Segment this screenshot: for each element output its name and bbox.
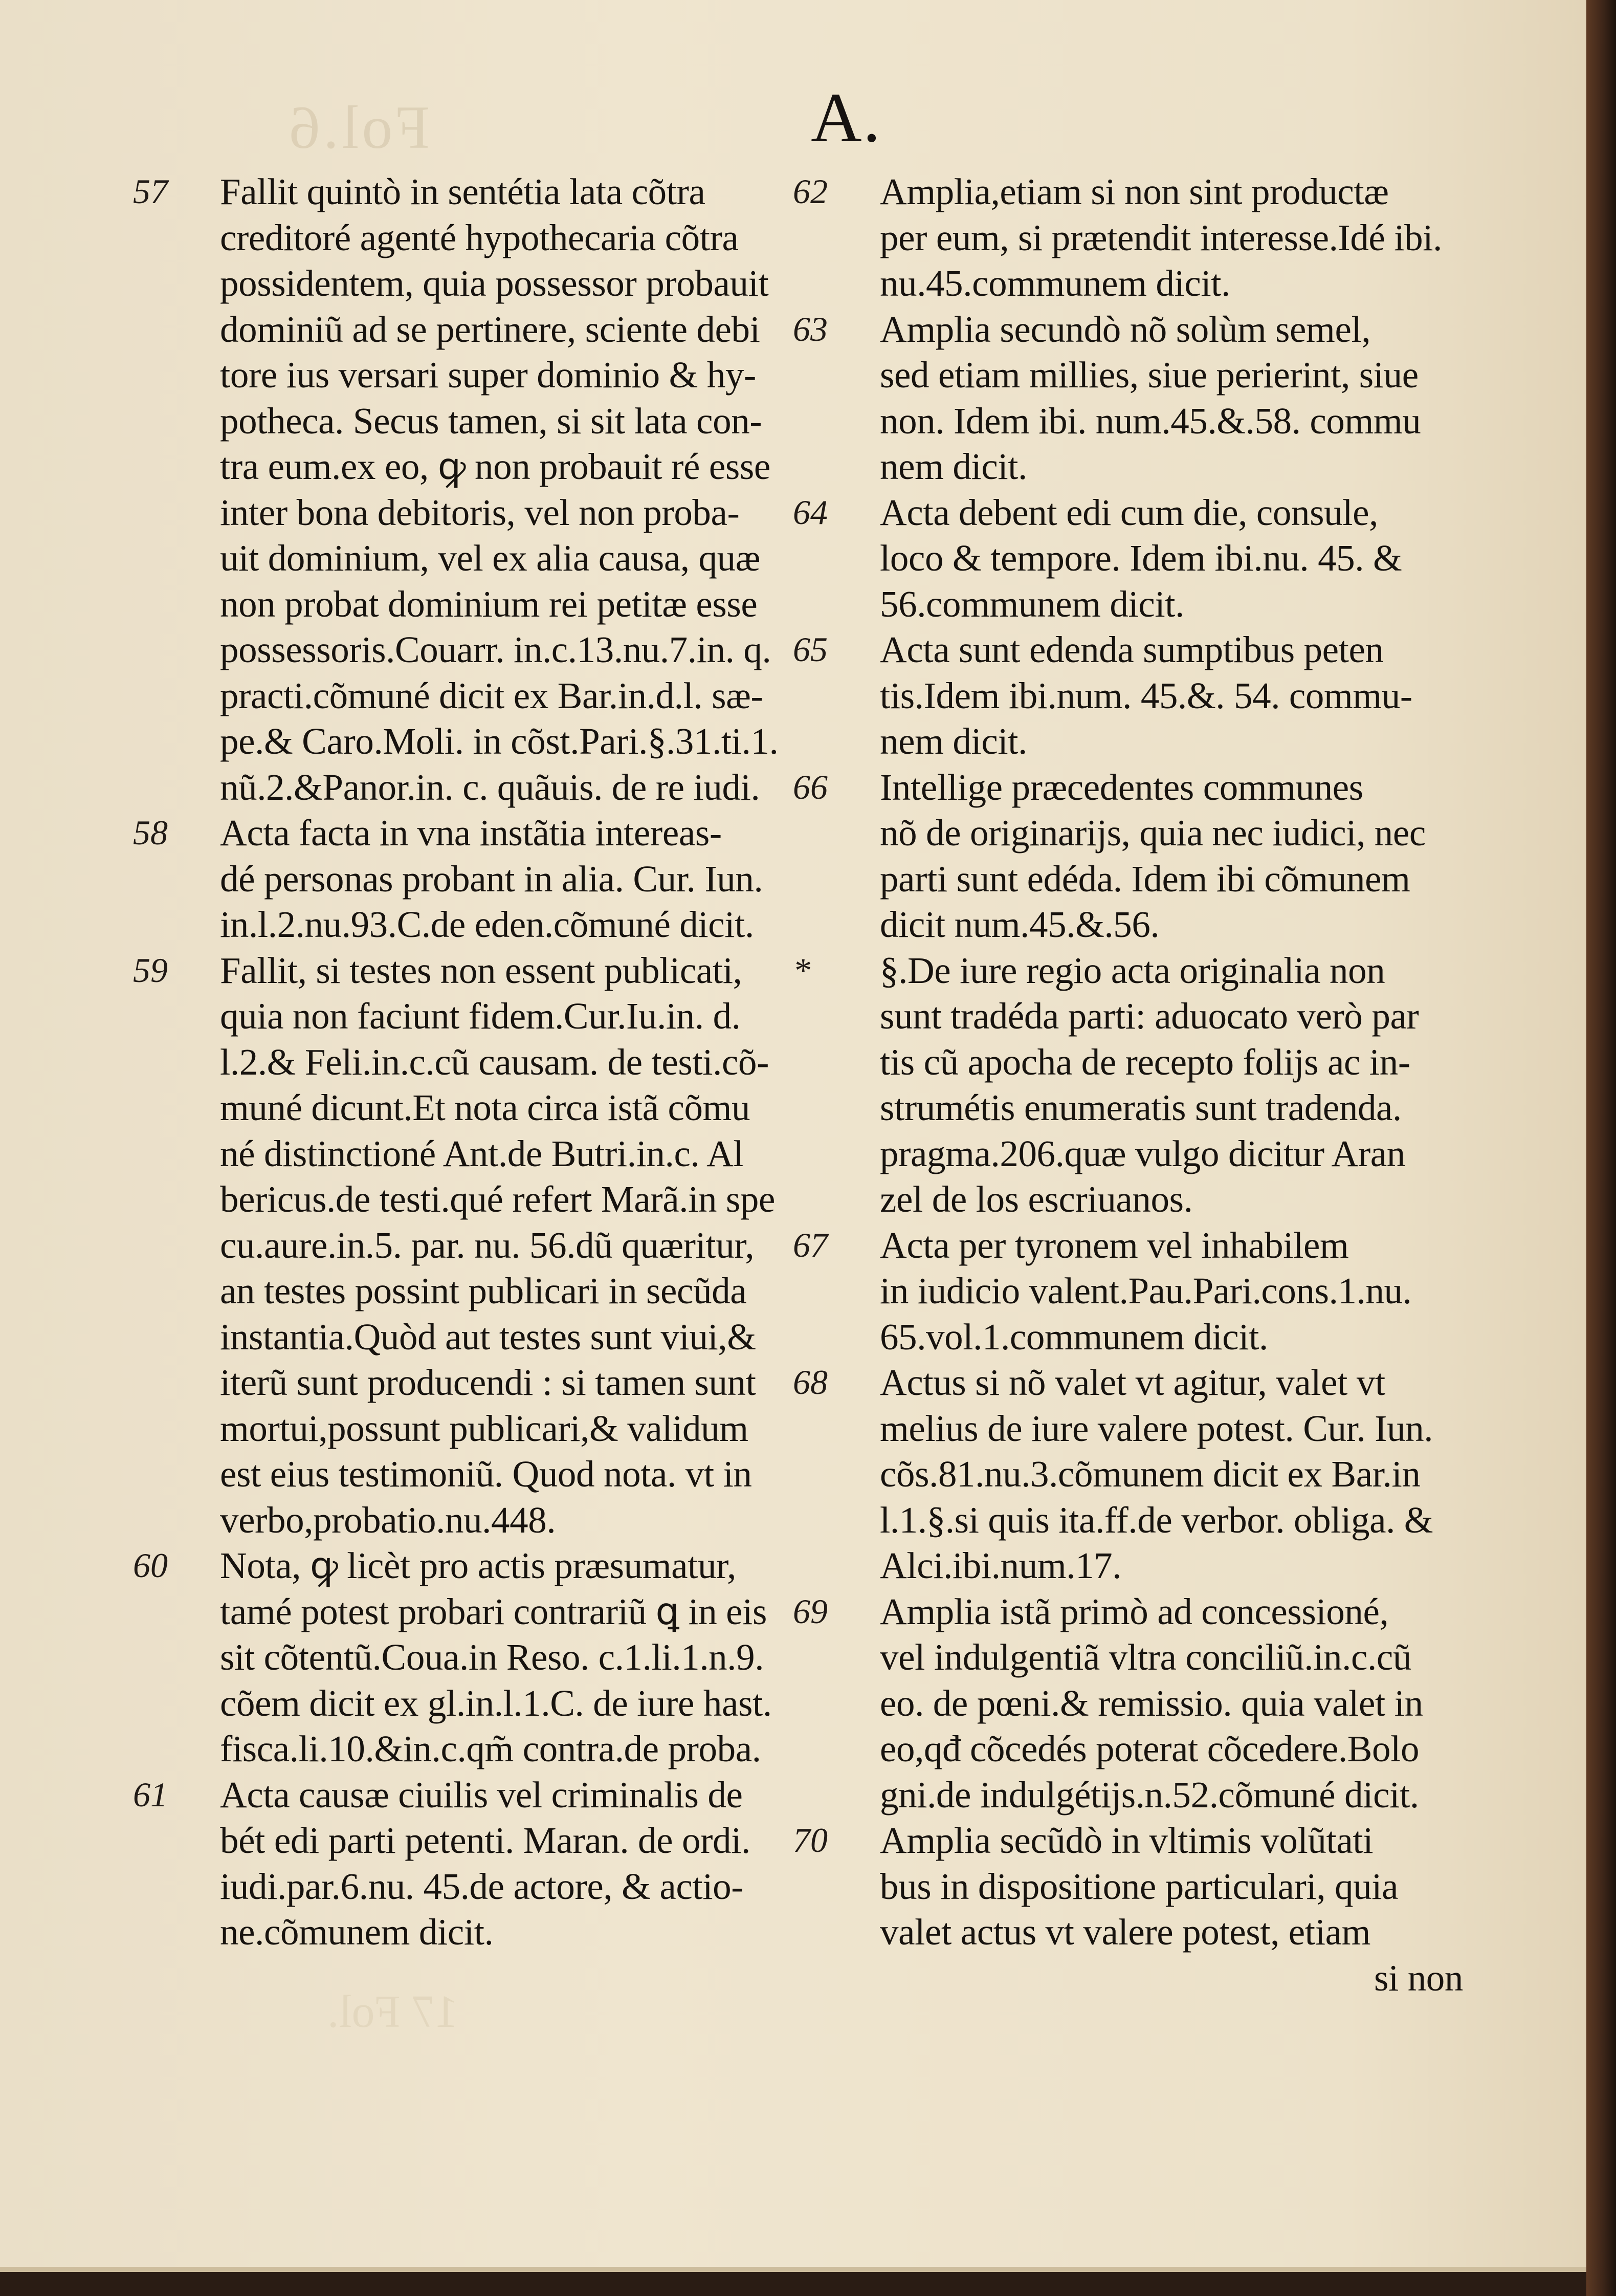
text-line: Acta sunt edenda sumptibus peten xyxy=(880,629,1384,670)
text-line: gni.de indulgétijs.n.52.cõmuné dicit. xyxy=(880,1774,1419,1816)
text-line: nem dicit. xyxy=(880,720,1027,762)
text-line: nu.45.communem dicit. xyxy=(880,263,1230,304)
entry xyxy=(793,169,1463,307)
text-line: tis cũ apocha de recepto folijs ac in- xyxy=(880,1041,1410,1083)
page-header-letter: A. xyxy=(811,78,882,157)
text-line: nem dicit. xyxy=(880,446,1027,487)
text-line: Amplia istã primò ad concessioné, xyxy=(880,1590,1389,1632)
text-line: bét edi parti petenti. Maran. de ordi. xyxy=(220,1820,750,1861)
text-line: possessoris.Couarr. in.c.13.nu.7.in. q. xyxy=(220,629,771,670)
text-line: non probat dominium rei petitæ esse xyxy=(220,583,758,625)
text-line: non. Idem ibi. num.45.&.58. commu xyxy=(880,400,1421,442)
text-line: né distinctioné Ant.de Butri.in.c. Al xyxy=(220,1132,744,1174)
entry-text xyxy=(220,1543,844,1772)
text-line: tamé potest probari contrariũ ꝗ in eis xyxy=(220,1590,767,1632)
entry xyxy=(133,1772,844,1955)
entry-text xyxy=(880,948,1463,1222)
text-line: Fallit quintò in sentétia lata cõtra xyxy=(220,171,705,212)
text-line: nõ de originarijs, quia nec iudici, nec xyxy=(880,812,1426,854)
entry xyxy=(793,307,1463,490)
text-line: iudi.par.6.nu. 45.de actore, & actio- xyxy=(220,1865,744,1907)
entry-text xyxy=(880,169,1463,307)
text-line: Acta debent edi cum die, consule, xyxy=(880,491,1378,533)
text-line: Intellige præcedentes communes xyxy=(880,766,1363,808)
text-line: practi.cõmuné dicit ex Bar.in.d.l. sæ- xyxy=(220,674,763,716)
text-line: verbo,probatio.nu.448. xyxy=(220,1499,556,1541)
entry-text xyxy=(880,1818,1463,1955)
entry-number: 64 xyxy=(793,492,828,532)
entry xyxy=(133,948,844,1543)
left-column xyxy=(133,169,844,1955)
text-line: eo,qđ cõcedés poterat cõcedere.Bolo xyxy=(880,1728,1420,1769)
text-line: pragma.206.quæ vulgo dicitur Aran xyxy=(880,1132,1405,1174)
text-line: potheca. Secus tamen, si sit lata con- xyxy=(220,400,762,442)
text-line: tore ius versari super dominio & hy- xyxy=(220,354,756,396)
text-line: cu.aure.in.5. par. nu. 56.dũ quæritur, xyxy=(220,1224,755,1266)
text-line: Actus si nõ valet vt agitur, valet vt xyxy=(880,1362,1385,1403)
text-line: l.2.& Feli.in.c.cũ causam. de testi.cõ- xyxy=(220,1041,769,1083)
entry-number: 63 xyxy=(793,309,828,348)
text-line: Amplia,etiam si non sint productæ xyxy=(880,171,1389,212)
entry-text xyxy=(880,490,1463,627)
entry xyxy=(793,627,1463,764)
text-line: nũ.2.&Panor.in. c. quãuis. de re iudi. xyxy=(220,766,760,808)
text-line: Amplia secũdò in vltimis volũtati xyxy=(880,1820,1374,1861)
text-line: bus in dispositione particulari, quia xyxy=(880,1865,1399,1907)
catchword: si non xyxy=(1374,1957,1463,1999)
text-line: melius de iure valere potest. Cur. Iun. xyxy=(880,1407,1433,1449)
text-line: loco & tempore. Idem ibi.nu. 45. & xyxy=(880,537,1402,579)
entry-number: 61 xyxy=(133,1775,168,1814)
text-line: an testes possint publicari in secũda xyxy=(220,1270,747,1311)
text-line: Acta causæ ciuilis vel criminalis de xyxy=(220,1774,743,1816)
text-line: eo. de pœni.& remissio. quia valet in xyxy=(880,1682,1423,1724)
entry-text xyxy=(220,169,844,810)
entry xyxy=(133,169,844,810)
text-line: uit dominium, vel ex alia causa, quæ xyxy=(220,537,761,579)
text-line: Acta facta in vna instãtia intereas- xyxy=(220,812,722,854)
entry-number: 58 xyxy=(133,813,168,852)
entry-text xyxy=(220,1772,844,1955)
entry-text xyxy=(880,307,1463,490)
entry-text xyxy=(880,1222,1463,1360)
entry xyxy=(793,1360,1463,1589)
text-line: pe.& Caro.Moli. in cõst.Pari.§.31.ti.1. xyxy=(220,720,779,762)
text-line: valet actus vt valere potest, etiam xyxy=(880,1911,1370,1953)
text-line: dicit num.45.&.56. xyxy=(880,904,1160,945)
text-line: in iudicio valent.Pau.Pari.cons.1.nu. xyxy=(880,1270,1412,1311)
text-line: inter bona debitoris, vel non proba- xyxy=(220,491,740,533)
text-line: creditoré agenté hypothecaria cõtra xyxy=(220,216,739,258)
text-line: Amplia secundò nõ solùm semel, xyxy=(880,308,1371,350)
text-line: Alci.ibi.num.17. xyxy=(880,1545,1122,1586)
entry-number: 68 xyxy=(793,1363,828,1402)
entry-text xyxy=(880,1589,1463,1818)
entry-text xyxy=(880,764,1463,948)
entry-number: 60 xyxy=(133,1546,168,1585)
entry-number: 65 xyxy=(793,630,828,669)
entry-number: 62 xyxy=(793,172,828,211)
right-column xyxy=(793,169,1463,2001)
text-line: est eius testimoniũ. Quod nota. vt in xyxy=(220,1453,752,1495)
text-line: sit cõtentũ.Coua.in Reso. c.1.li.1.n.9. xyxy=(220,1636,764,1678)
text-line: Nota, ꝙ licèt pro actis præsumatur, xyxy=(220,1545,736,1586)
text-line: dominiũ ad se pertinere, sciente debi xyxy=(220,308,760,350)
entry-number: 70 xyxy=(793,1821,828,1860)
text-line: tis.Idem ibi.num. 45.&. 54. commu- xyxy=(880,674,1412,716)
entry-number: 67 xyxy=(793,1225,828,1264)
text-line: iterũ sunt producendi : si tamen sunt xyxy=(220,1362,756,1403)
ghost-bottom-mark: 17 Fol. xyxy=(327,1986,458,2037)
entry-number: 59 xyxy=(133,950,168,990)
text-line: ne.cõmunem dicit. xyxy=(220,1911,494,1953)
entry xyxy=(793,948,1463,1222)
entry-number: 66 xyxy=(793,767,828,806)
text-line: cõem dicit ex gl.in.l.1.C. de iure hast. xyxy=(220,1682,772,1724)
entry-number: * xyxy=(793,950,810,990)
entry-text xyxy=(880,1360,1463,1589)
ghost-folio-mark: Fol.6 xyxy=(286,93,430,161)
text-line: instantia.Quòd aut testes sunt viui,& xyxy=(220,1316,756,1358)
text-line: per eum, si prætendit interesse.Idé ibi. xyxy=(880,216,1442,258)
book-spine xyxy=(1586,0,1616,2296)
text-line: Fallit, si testes non essent publicati, xyxy=(220,949,742,991)
entry-number: 57 xyxy=(133,172,168,211)
entry xyxy=(793,1589,1463,1818)
text-line: l.1.§.si quis ita.ff.de verbor. obliga. & xyxy=(880,1499,1433,1541)
text-line: dé personas probant in alia. Cur. Iun. xyxy=(220,858,763,900)
text-line: sed etiam millies, siue perierint, siue xyxy=(880,354,1419,396)
text-line: muné dicunt.Et nota circa istã cõmu xyxy=(220,1087,750,1128)
entry xyxy=(133,1543,844,1772)
text-line: tra eum.ex eo, ꝙ non probauit ré esse xyxy=(220,446,770,487)
text-line: 56.communem dicit. xyxy=(880,583,1184,625)
text-line: cõs.81.nu.3.cõmunem dicit ex Bar.in xyxy=(880,1453,1421,1495)
entry-text xyxy=(220,948,844,1543)
text-line: bericus.de testi.qué refert Marã.in spe xyxy=(220,1178,776,1220)
text-line: zel de los escriuanos. xyxy=(880,1178,1193,1220)
entry-text xyxy=(220,810,844,948)
text-line: §.De iure regio acta originalia non xyxy=(880,949,1385,991)
text-line: in.l.2.nu.93.C.de eden.cõmuné dicit. xyxy=(220,904,754,945)
text-line: mortui,possunt publicari,& validum xyxy=(220,1407,748,1449)
entry xyxy=(133,810,844,948)
entry-text xyxy=(880,627,1463,764)
entry xyxy=(793,1818,1463,1955)
text-line: 65.vol.1.communem dicit. xyxy=(880,1316,1268,1358)
entry-number: 69 xyxy=(793,1591,828,1631)
text-line: Acta per tyronem vel inhabilem xyxy=(880,1224,1349,1266)
entry xyxy=(793,490,1463,627)
text-line: quia non faciunt fidem.Cur.Iu.in. d. xyxy=(220,995,741,1037)
text-line: parti sunt edéda. Idem ibi cõmunem xyxy=(880,858,1410,900)
text-line: vel indulgentiã vltra conciliũ.in.c.cũ xyxy=(880,1636,1411,1678)
entry xyxy=(793,1222,1463,1360)
text-line: fisca.li.10.&in.c.qm̃ contra.de proba. xyxy=(220,1728,761,1769)
text-line: sunt tradéda parti: aduocato verò par xyxy=(880,995,1419,1037)
text-line: strumétis enumeratis sunt tradenda. xyxy=(880,1087,1402,1128)
text-line: possidentem, quia possessor probauit xyxy=(220,263,769,304)
entry xyxy=(793,764,1463,948)
